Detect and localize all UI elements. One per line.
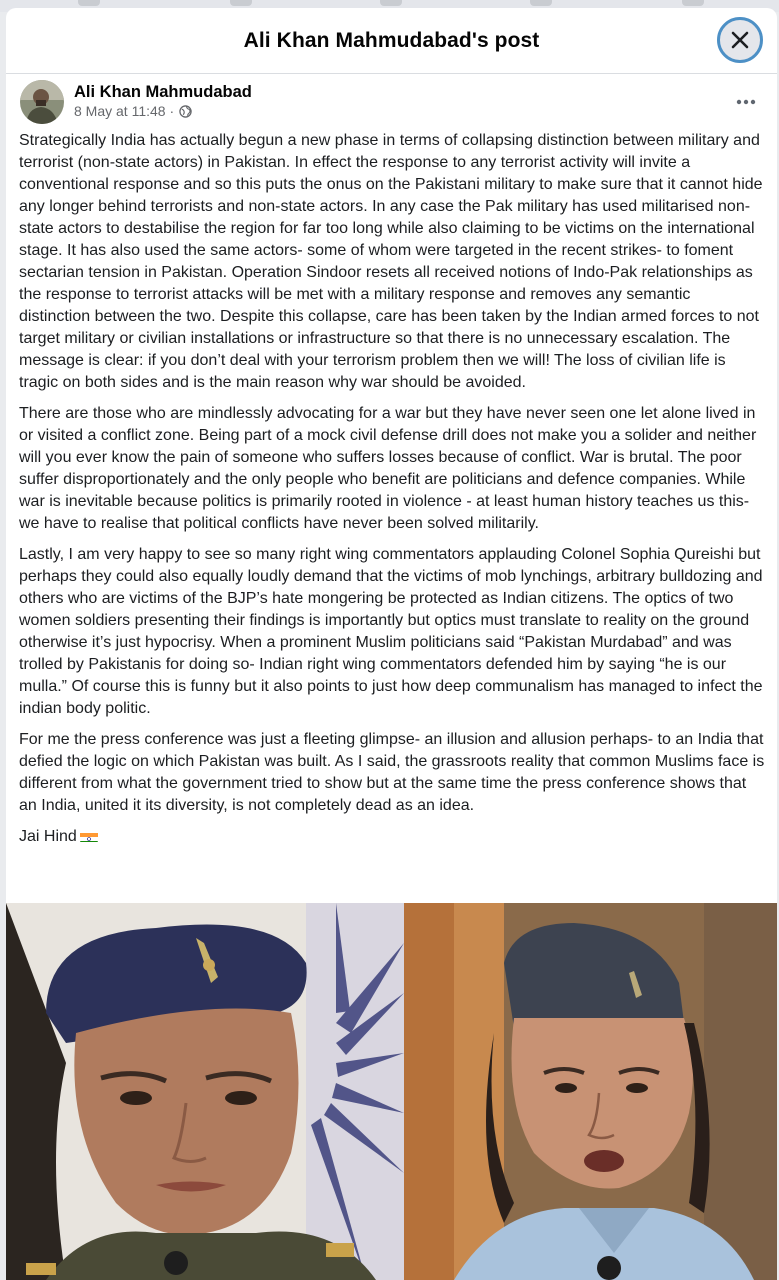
- post-paragraph: For me the press conference was just a fleeting glimpse- an illusion and allusion perhaps- to an India that defied the logic on which Pakistan was built. As I said, the grassroots reality that common Muslims face is different from what the government tried to show but at the same time the press conference shows that an India, united it its diversity, is not completely dead as an idea.: [19, 731, 765, 814]
- author-name[interactable]: Ali Khan Mahmudabad: [74, 83, 252, 101]
- post-paragraph: There are those who are mindlessly advocating for a war but they have never seen one let alone lived in or visited a conflict zone. Being part of a mock civil defense drill does not make you a solider and neither will you ever know the pain of someone who suffers losses because of conflict. War is brutal. The poor suffer disproportionately and the only people who benefit are politicians and defence companies. While war is inevitable because politics is primarily rooted in violence - at least human history teaches us this- we have to realise that political conflicts have never been solved militarily.: [19, 405, 757, 532]
- nav-icon-marketplace[interactable]: [380, 0, 402, 6]
- nav-icon-groups[interactable]: [530, 0, 552, 6]
- india-flag-icon: [80, 830, 98, 842]
- dialog-title: Ali Khan Mahmudabad's post: [243, 28, 540, 52]
- avatar[interactable]: [20, 80, 64, 124]
- post-paragraph: Lastly, I am very happy to see so many right wing commentators applauding Colonel Sophia Qureishi but perhaps they could also equally loudly demand that the victims of mob lynchings, arbitrary bulldozing and others who are victims of the BJP’s hate mongering be protected as Indian citizens. The optics of two women soldiers presenting their findings is importantly but optics must translate to reality on the ground otherwise it’s just hypocrisy. When a prominent Muslim politicians said “Pakistan Murdabad” and was trolled by Pakistanis for doing so- Indian right wing commentators defended him by saying “he is our mulla.” Of course this is funny but it also points to just how deep communalism has managed to infect the indian body politic.: [19, 546, 763, 717]
- close-icon: [731, 31, 749, 49]
- nav-icon-video[interactable]: [230, 0, 252, 6]
- post-timestamp[interactable]: 8 May at 11:48 ·: [74, 103, 175, 119]
- post-body: [6, 130, 777, 848]
- post-paragraph: Strategically India has actually begun a new phase in terms of collapsing distinction between military and terrorist (non-state actors) in Pakistan. In effect the response to any terrorist activity will invite a conventional response and so this puts the onus on the Pakistani military to make sure that it cannot hide any longer behind terrorists and non-state actors. In any case the Pak military has used militarised non-state actors to destabilise the region for far too long while also claiming to be victims on the international stage. It has also used the same actors- some of whom were targeted in the recent strikes- to foment sectarian tension in Pakistan. Operation Sindoor resets all received notions of Indo-Pak relationships as the response to terrorist attacks will be met with a military response and removes any semantic distinction between the two. Despite this collapse, care has been taken by the Indian armed forces to not target military or civilian installations or infrastructure so that there is no unnecessary escalation. The message is clear: if you don’t deal with your terrorism problem then we will! The loss of civilian life is tragic on both sides and is the main reason why war should be avoided.: [19, 132, 763, 391]
- officer-photo-right[interactable]: [404, 903, 777, 1280]
- more-options-icon: [736, 99, 756, 105]
- post-photos: [6, 903, 777, 1280]
- post-closing: [19, 826, 765, 848]
- nav-icon-home[interactable]: [78, 0, 100, 6]
- nav-icon-gaming[interactable]: [682, 0, 704, 6]
- dialog-header: [6, 8, 777, 74]
- post-dialog: [6, 8, 777, 1280]
- more-options-button[interactable]: [731, 92, 761, 112]
- globe-icon: [179, 105, 192, 118]
- close-button[interactable]: [717, 17, 763, 63]
- post-author-row: [6, 74, 777, 130]
- post-timestamp-row: [74, 102, 252, 120]
- closing-text: Jai Hind: [19, 828, 77, 845]
- officer-photo-left[interactable]: [6, 903, 404, 1280]
